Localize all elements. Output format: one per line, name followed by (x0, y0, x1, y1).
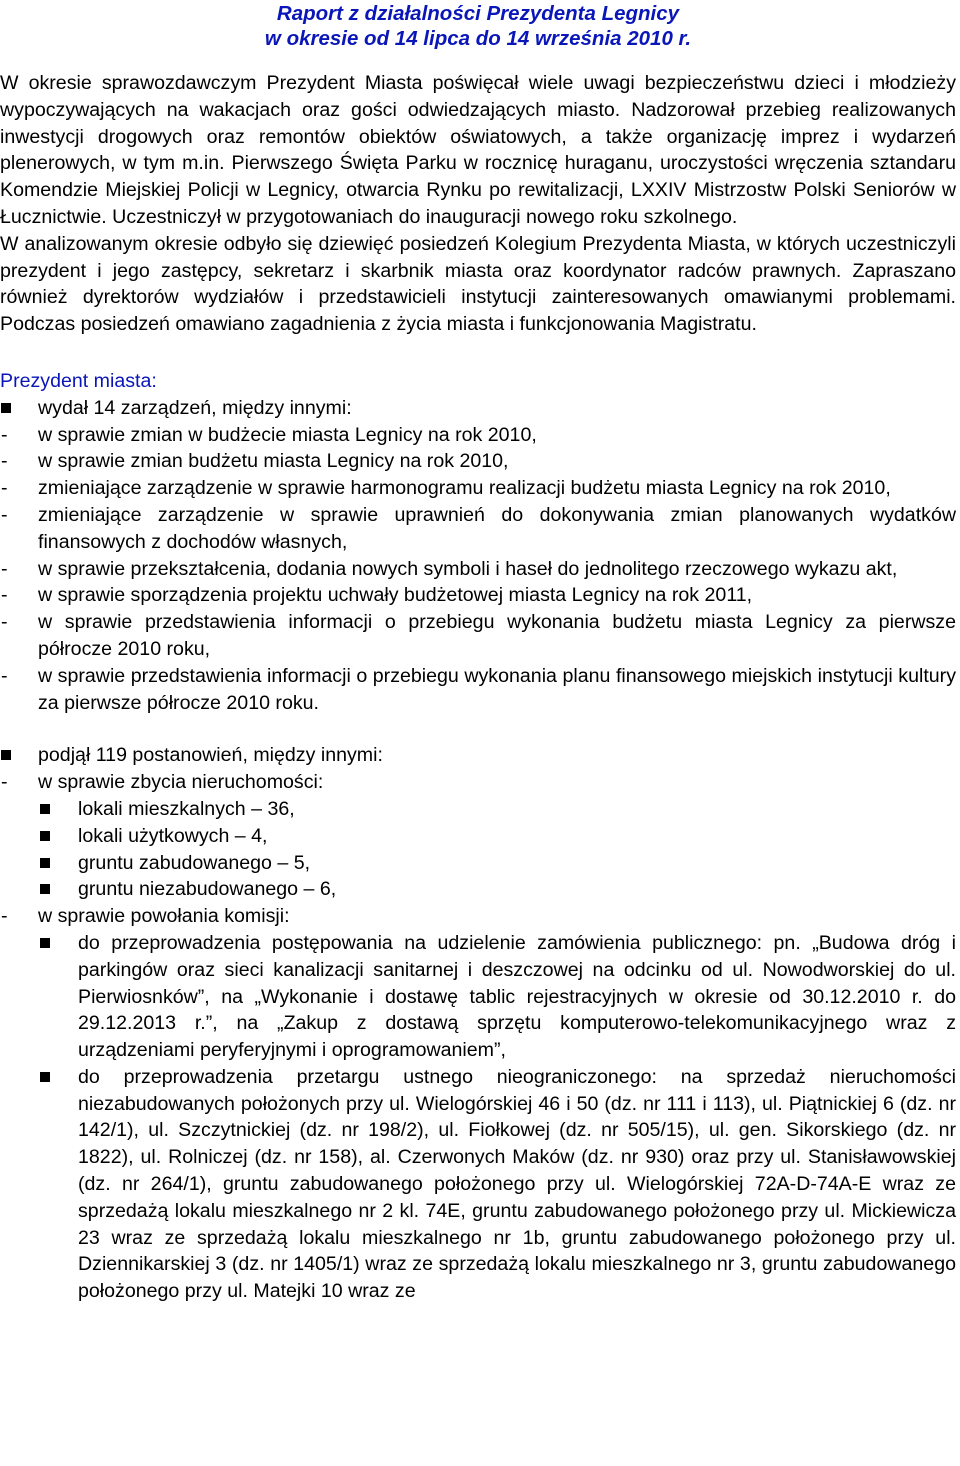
square-bullet-icon (40, 831, 50, 841)
zarzadzenie-text: w sprawie przedstawienia informacji o przebiegu wykonania planu finansowego miejskich instytucji kultury za pierwsze półrocze 2010 roku. (38, 664, 956, 714)
dash-icon: - (1, 664, 8, 687)
report-title (0, 0, 956, 51)
list-item (0, 422, 956, 449)
list-item (0, 582, 956, 609)
dash-icon: - (1, 477, 8, 500)
list-item (0, 448, 956, 475)
dash-icon: - (1, 584, 8, 607)
dash-icon: - (1, 771, 8, 794)
list-item (0, 663, 956, 717)
zbycie-item: lokali mieszkalnych – 36, (78, 797, 295, 820)
zarzadzenie-text: zmieniające zarządzenie w sprawie uprawnień do dokonywania zmian planowanych wydatków finansowych z dochodów własnych, (38, 503, 956, 553)
square-bullet-icon (40, 804, 50, 814)
dash-icon: - (1, 905, 8, 928)
section-heading: Prezydent miasta: (0, 369, 157, 392)
list-item (0, 850, 956, 877)
square-bullet-icon (1, 403, 11, 413)
square-bullet-icon (40, 938, 50, 948)
kolegium-paragraph: W analizowanym okresie odbyło się dziewięć posiedzeń Kolegium Prezydenta Miasta, w których uczestniczyli prezydent i jego zastępcy, sekretarz i skarbnik miasta oraz koordynator radców prawnych. Zapraszano również dyrektorów wydziałów i przedstawicieli instytucji zainteresowanych omawianymi problemami. Podczas posiedzeń omawiano zagadnienia z życia miasta i funkcjonowania Magistratu. (0, 232, 956, 336)
komisja-item: do przeprowadzenia przetargu ustnego nieograniczonego: na sprzedaż nieruchomości niezabudowanych położonych przy ul. Wielogórskiej 46 i 50 (dz. nr 111 i 113), ul. Piątnickiej 6 (dz. nr 142/1), ul. Szczytnickiej (dz. nr 198/2), ul. Fiołkowej (dz. nr 505/15), ul. gen. Sikorskiego (dz. nr 1822), ul. Rolniczej (dz. nr 158), al. Czerwonych Maków (dz. nr 930) oraz przy ul. Stanisławowskiej (dz. nr 264/1), gruntu zabudowanego położonego przy ul. Wielogórskiej 72A-D-74A-E wraz ze sprzedażą lokalu mieszkalnego nr 2 kl. 74E, gruntu zabudowanego położonego przy ul. Mickiewicza 23 wraz ze sprzedażą lokalu mieszkalnego nr 1b, gruntu zabudowanego położonego przy ul. Dziennikarskiej 3 (dz. nr 1405/1) wraz ze sprzedażą lokalu mieszkalnego nr 3, gruntu zabudowanego położonego przy ul. Matejki 10 wraz ze (78, 1065, 956, 1303)
zarzadzenie-text: w sprawie sporządzenia projektu uchwały budżetowej miasta Legnicy na rok 2011, (38, 584, 753, 607)
list-item (0, 395, 956, 422)
komisja-item: do przeprowadzenia postępowania na udzielenie zamówienia publicznego: pn. „Budowa dróg i parkingów oraz sieci kanalizacji sanitarnej i deszczowej na odcinku od ul. Nowodworskiej do ul. Pierwiosnków”, na „Wykonanie i dostawę tablic rejestracyjnych w okresie od 30.12.2010 r. do 29.12.2013 r.”, na „Zakup z dostawą sprzętu komputerowo-telekomunikacyjnego wraz z urządzeniami peryferyjnymi i oprogramowaniem”, (78, 931, 956, 1062)
postanowienia-section (0, 742, 956, 1305)
zbycie-item: gruntu zabudowanego – 5, (78, 851, 311, 874)
list-item (0, 742, 956, 769)
komisje-heading: w sprawie powołania komisji: (38, 905, 290, 928)
list-item (0, 475, 956, 502)
square-bullet-icon (1, 750, 11, 760)
dash-icon: - (1, 503, 8, 526)
list-item (0, 609, 956, 663)
list-item (0, 556, 956, 583)
zarzadzenia-section (0, 395, 956, 717)
dash-icon: - (1, 423, 8, 446)
zbycie-item: lokali użytkowych – 4, (78, 824, 268, 847)
intro-paragraph: W okresie sprawozdawczym Prezydent Miasta poświęcał wiele uwagi bezpieczeństwu dzieci i młodzieży wypoczywających na wakacjach oraz gości odwiedzających miasto. Nadzorował przebieg realizowanych inwestycji drogowych oraz remontów obiektów oświatowych, a także organizację imprez i wydarzeń plenerowych, w tym m.in. Pierwszego Święta Parku w rocznicę huraganu, uroczystości wręczenia sztandaru Komendzie Miejskiej Policji w Legnicy, otwarcia Rynku po rewitalizacji, LXXIV Mistrzostw Polski Seniorów w Łucznictwie. Uczestniczył w przygotowaniach do inauguracji nowego roku szkolnego. (0, 72, 956, 228)
dash-icon: - (1, 557, 8, 580)
list-item (0, 876, 956, 903)
zarzadzenie-text: zmieniające zarządzenie w sprawie harmonogramu realizacji budżetu miasta Legnicy na rok 2010, (38, 477, 891, 500)
dash-icon: - (1, 450, 8, 473)
zarzadzenie-text: w sprawie przekształcenia, dodania nowych symboli i haseł do jednolitego rzeczowego wykazu akt, (38, 557, 898, 580)
zarzadzenie-text: w sprawie zmian w budżecie miasta Legnicy na rok 2010, (38, 423, 537, 446)
list-item (0, 796, 956, 823)
zbycie-item: gruntu niezabudowanego – 6, (78, 878, 337, 901)
zbycie-heading: w sprawie zbycia nieruchomości: (38, 771, 324, 794)
report-title-line-2: w okresie od 14 lipca do 14 września 2010 r. (264, 27, 692, 50)
zarzadzenie-text: w sprawie zmian budżetu miasta Legnicy na rok 2010, (38, 450, 509, 473)
postanowienia-intro: podjął 119 postanowień, między innymi: (38, 744, 383, 767)
square-bullet-icon (40, 884, 50, 894)
list-item (0, 1064, 956, 1305)
list-item (0, 823, 956, 850)
list-item (0, 502, 956, 556)
dash-icon: - (1, 611, 8, 634)
report-title-line-1: Raport z działalności Prezydenta Legnicy (276, 2, 680, 25)
list-item (0, 930, 956, 1064)
square-bullet-icon (40, 1072, 50, 1082)
zarzadzenie-text: w sprawie przedstawienia informacji o przebiegu wykonania budżetu miasta Legnicy za pierwsze półrocze 2010 roku, (38, 611, 956, 660)
list-item (0, 903, 956, 930)
list-item (0, 769, 956, 796)
section-spacer (0, 716, 956, 742)
zarzadzenia-intro: wydał 14 zarządzeń, między innymi: (38, 396, 352, 419)
square-bullet-icon (40, 858, 50, 868)
